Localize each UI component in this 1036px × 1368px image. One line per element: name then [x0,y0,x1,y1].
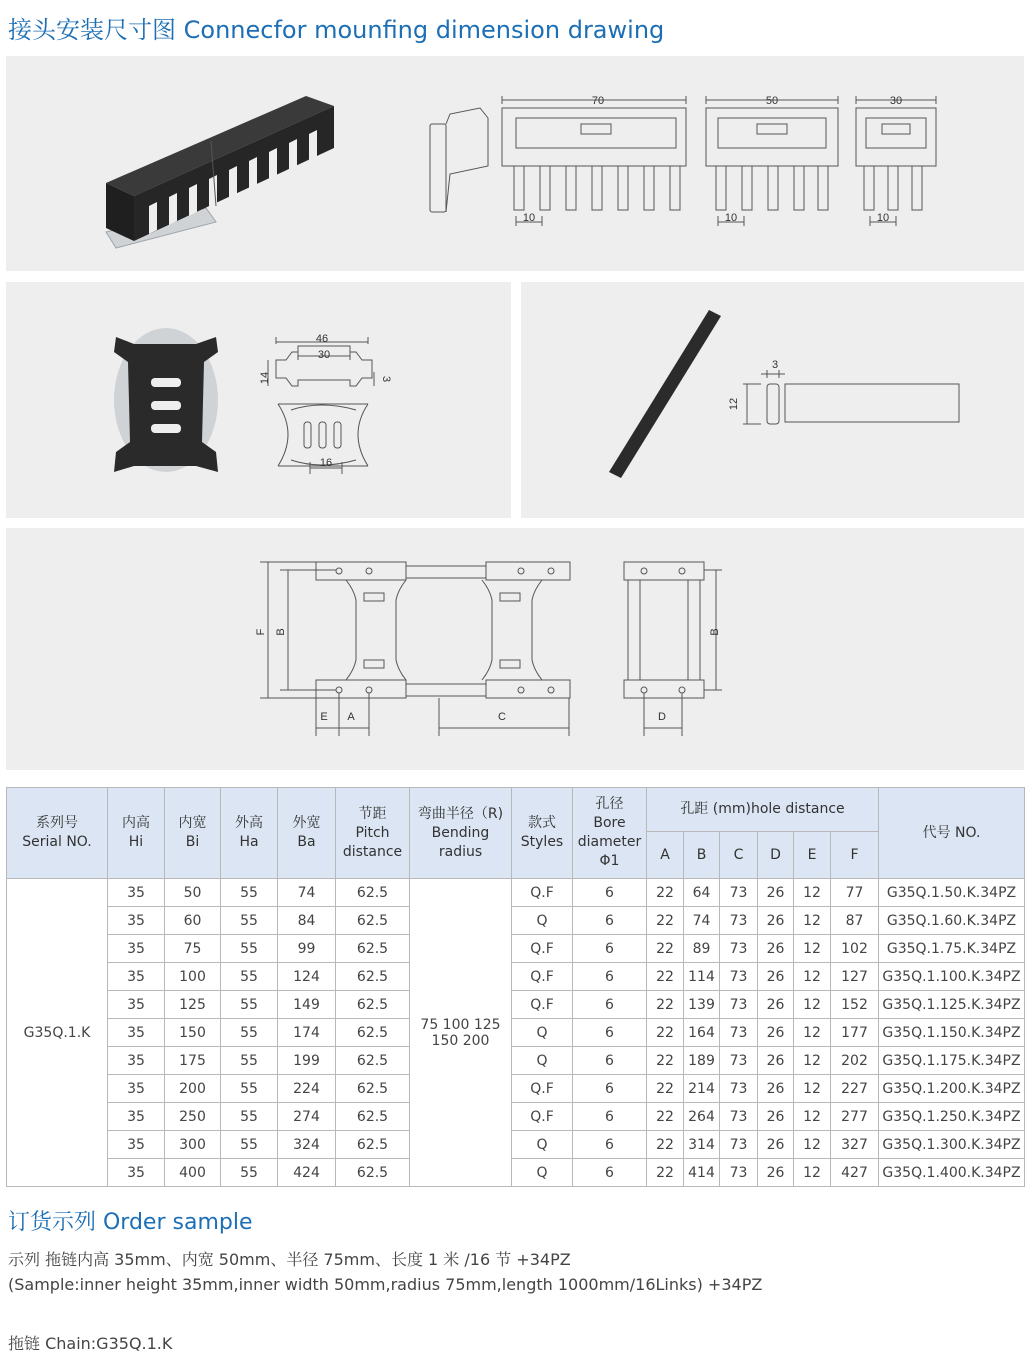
table-row [7,879,1025,907]
table-cell: Q.F [512,1075,573,1103]
table-cell: 264 [684,1103,720,1131]
table-cell: 12 [794,991,831,1019]
code-cell: G35Q.1.250.K.34PZ [879,1103,1025,1131]
dim-3-label: 3 [380,375,392,383]
table-cell: Q [512,1159,573,1187]
table-cell: 400 [165,1159,221,1187]
table-cell: 62.5 [336,1019,410,1047]
bracket-drawing-panel [6,282,511,518]
table-cell: 22 [647,879,684,907]
table-cell: 22 [647,1075,684,1103]
table-cell: 22 [647,963,684,991]
table-cell: 87 [831,907,879,935]
table-cell: 114 [684,963,720,991]
spec-table-body [7,879,1025,1187]
table-row [7,991,1025,1019]
table-cell: 12 [794,935,831,963]
table-cell: 12 [794,1103,831,1131]
table-cell: 62.5 [336,1131,410,1159]
table-cell: 174 [278,1019,336,1047]
table-cell: 55 [221,879,278,907]
table-cell: 73 [720,963,758,991]
table-cell: 26 [758,991,794,1019]
table-cell: 6 [573,935,647,963]
code-cell: G35Q.1.400.K.34PZ [879,1159,1025,1187]
table-cell: 189 [684,1047,720,1075]
table-cell: 35 [108,1159,165,1187]
table-row [7,907,1025,935]
col-header-code: 代号 NO. [879,788,1025,879]
table-cell: 124 [278,963,336,991]
col-header-ha: 外高 Ha [221,788,278,879]
table-cell: 55 [221,1131,278,1159]
dim-3b-label: 3 [771,359,779,371]
table-cell: 62.5 [336,907,410,935]
serial-cell: G35Q.1.K [7,879,108,1187]
code-cell: G35Q.1.75.K.34PZ [879,935,1025,963]
bracket-3d-render [114,328,218,472]
table-cell: 35 [108,1047,165,1075]
dim-30-label: 30 [889,95,903,107]
table-cell: 62.5 [336,879,410,907]
dim-F-label: F [255,628,267,636]
col-header-d: D [758,832,794,879]
table-cell: 175 [165,1047,221,1075]
table-cell: 55 [221,991,278,1019]
table-cell: 55 [221,1019,278,1047]
spec-table [6,787,1025,1187]
table-cell: 55 [221,1159,278,1187]
table-cell: 35 [108,935,165,963]
table-cell: 73 [720,1075,758,1103]
radius-line: 150 200 [431,1032,490,1049]
table-cell: 202 [831,1047,879,1075]
col-header-serial: 系列号 Serial NO. [7,788,108,879]
table-row [7,1159,1025,1187]
col-header-a: A [647,832,684,879]
dim-16-label: 16 [319,457,333,469]
dim-A-label: A [347,711,355,723]
table-cell: 164 [684,1019,720,1047]
table-cell: 22 [647,1103,684,1131]
table-cell: 26 [758,963,794,991]
col-header-ba: 外宽 Ba [278,788,336,879]
strip-drawing [521,282,1024,518]
table-cell: 22 [647,1159,684,1187]
table-cell: 35 [108,991,165,1019]
table-row [7,1047,1025,1075]
strip-drawing-panel [521,282,1024,518]
col-header-pitch: 节距 Pitch distance [336,788,410,879]
connector-drawing-panel [6,56,1024,271]
table-cell: 200 [165,1075,221,1103]
table-cell: Q [512,1131,573,1159]
connector-front-view-50 [706,96,838,226]
table-cell: 177 [831,1019,879,1047]
table-cell: 6 [573,1159,647,1187]
table-cell: 73 [720,935,758,963]
code-cell: G35Q.1.175.K.34PZ [879,1047,1025,1075]
table-cell: Q [512,1019,573,1047]
dim-50-label: 50 [765,95,779,107]
table-cell: Q.F [512,991,573,1019]
connector-front-view-70 [502,96,686,226]
order-sample-line-en: (Sample:inner height 35mm,inner width 50mm,radius 75mm,length 1000mm/16Links) +34PZ [8,1275,763,1294]
table-cell: 12 [794,879,831,907]
table-cell: 26 [758,1103,794,1131]
link-drawing [6,528,1024,770]
pitch-label-70: 10 [522,212,536,224]
table-cell: 55 [221,1075,278,1103]
col-header-bi: 内宽 Bi [165,788,221,879]
table-cell: 26 [758,1019,794,1047]
table-row [7,963,1025,991]
dim-C-label: C [498,711,506,723]
table-cell: 22 [647,1047,684,1075]
table-cell: 75 [165,935,221,963]
table-cell: 6 [573,991,647,1019]
table-cell: Q [512,907,573,935]
dim-B2-label: B [709,628,721,636]
col-header-f: F [831,832,879,879]
table-cell: 60 [165,907,221,935]
table-cell: 12 [794,1131,831,1159]
table-cell: 6 [573,1103,647,1131]
table-cell: Q.F [512,1103,573,1131]
table-cell: 73 [720,1019,758,1047]
order-sample-title: 订货示列 Order sample [8,1210,253,1235]
strip-section-view [743,370,959,424]
code-cell: G35Q.1.50.K.34PZ [879,879,1025,907]
code-cell: G35Q.1.125.K.34PZ [879,991,1025,1019]
bracket-drawing [6,282,511,518]
table-cell: 6 [573,907,647,935]
table-cell: 50 [165,879,221,907]
radius-line: 75 100 125 [420,1016,501,1033]
dim-E-label: E [320,711,328,723]
table-cell: 12 [794,907,831,935]
col-header-b: B [684,832,720,879]
table-cell: 139 [684,991,720,1019]
col-header-hi: 内高 Hi [108,788,165,879]
dim-70-label: 70 [591,95,605,107]
col-header-e: E [794,832,831,879]
table-cell: 62.5 [336,935,410,963]
table-cell: 73 [720,1047,758,1075]
table-row [7,1131,1025,1159]
table-cell: 55 [221,935,278,963]
table-cell: 250 [165,1103,221,1131]
dim-30b-label: 30 [317,349,331,361]
link-drawing-panel [6,528,1024,770]
table-cell: 274 [278,1103,336,1131]
col-header-radius: 弯曲半径（R) Bending radius [410,788,512,879]
table-cell: 22 [647,1131,684,1159]
table-cell: 35 [108,1075,165,1103]
connector-front-view-30 [856,96,936,226]
table-cell: 125 [165,991,221,1019]
table-cell: 314 [684,1131,720,1159]
table-cell: 74 [278,879,336,907]
table-cell: 12 [794,1047,831,1075]
table-row [7,1103,1025,1131]
table-cell: 224 [278,1075,336,1103]
table-cell: Q.F [512,879,573,907]
table-cell: 300 [165,1131,221,1159]
dim-46-label: 46 [315,333,329,345]
table-cell: 149 [278,991,336,1019]
table-cell: 73 [720,1159,758,1187]
col-header-hole-distance: 孔距 (mm)hole distance [647,788,879,832]
code-cell: G35Q.1.150.K.34PZ [879,1019,1025,1047]
table-cell: 26 [758,907,794,935]
order-sample-line-cn: 示列 拖链内高 35mm、内宽 50mm、半径 75mm、长度 1 米 /16 节 +34PZ [8,1250,571,1269]
table-cell: 102 [831,935,879,963]
table-cell: 74 [684,907,720,935]
table-cell: 22 [647,935,684,963]
table-cell: 12 [794,963,831,991]
table-row [7,1075,1025,1103]
table-cell: Q [512,1047,573,1075]
table-cell: 99 [278,935,336,963]
table-cell: 6 [573,1131,647,1159]
table-cell: 152 [831,991,879,1019]
table-cell: 62.5 [336,1159,410,1187]
table-cell: Q.F [512,963,573,991]
table-cell: 55 [221,963,278,991]
table-cell: 414 [684,1159,720,1187]
table-cell: 427 [831,1159,879,1187]
table-cell: 150 [165,1019,221,1047]
connector-side-view [430,108,488,212]
table-cell: 6 [573,1047,647,1075]
table-cell: 12 [794,1159,831,1187]
table-cell: 22 [647,907,684,935]
table-cell: 62.5 [336,1103,410,1131]
table-cell: 55 [221,1103,278,1131]
table-cell: 26 [758,879,794,907]
table-cell: 227 [831,1075,879,1103]
table-cell: 73 [720,1131,758,1159]
table-cell: 214 [684,1075,720,1103]
code-cell: G35Q.1.300.K.34PZ [879,1131,1025,1159]
table-cell: 35 [108,963,165,991]
strip-3d-render [609,310,721,478]
table-cell: 6 [573,1019,647,1047]
table-cell: 89 [684,935,720,963]
table-cell: 100 [165,963,221,991]
col-header-bore: 孔径 Bore diameter Φ1 [573,788,647,879]
table-cell: 64 [684,879,720,907]
table-cell: 62.5 [336,1075,410,1103]
table-cell: 35 [108,879,165,907]
table-cell: 22 [647,1019,684,1047]
table-cell: 26 [758,1075,794,1103]
table-cell: 73 [720,991,758,1019]
table-row [7,1019,1025,1047]
code-cell: G35Q.1.100.K.34PZ [879,963,1025,991]
table-cell: 26 [758,1159,794,1187]
table-cell: 6 [573,963,647,991]
link-side-view [624,562,722,736]
table-cell: 12 [794,1075,831,1103]
connector-drawing [6,56,1024,271]
dim-B-label: B [275,628,287,636]
dim-14-label: 14 [259,371,271,385]
table-cell: 73 [720,1103,758,1131]
table-cell: 127 [831,963,879,991]
code-cell: G35Q.1.60.K.34PZ [879,907,1025,935]
chain-model-line: 拖链 Chain:G35Q.1.K [8,1334,173,1353]
table-cell: 35 [108,1019,165,1047]
table-cell: 35 [108,907,165,935]
table-cell: 277 [831,1103,879,1131]
table-cell: Q.F [512,935,573,963]
table-cell: 22 [647,991,684,1019]
table-cell: 84 [278,907,336,935]
dim-D-label: D [658,711,666,723]
table-cell: 73 [720,907,758,935]
table-cell: 73 [720,879,758,907]
pitch-label-30: 10 [876,212,890,224]
link-top-view [260,562,570,736]
table-cell: 26 [758,935,794,963]
connector-3d-render [106,96,334,248]
table-cell: 199 [278,1047,336,1075]
table-cell: 62.5 [336,991,410,1019]
table-cell: 327 [831,1131,879,1159]
col-header-c: C [720,832,758,879]
table-cell: 6 [573,879,647,907]
table-cell: 62.5 [336,1047,410,1075]
table-cell: 35 [108,1131,165,1159]
radius-cell [410,879,512,1187]
table-cell: 424 [278,1159,336,1187]
table-cell: 324 [278,1131,336,1159]
table-row [7,935,1025,963]
table-cell: 77 [831,879,879,907]
code-cell: G35Q.1.200.K.34PZ [879,1075,1025,1103]
table-cell: 62.5 [336,963,410,991]
table-cell: 26 [758,1047,794,1075]
table-cell: 55 [221,1047,278,1075]
table-cell: 12 [794,1019,831,1047]
page-title: 接头安装尺寸图 Connecfor mounfing dimension drawing [8,16,665,44]
col-header-styles: 款式 Styles [512,788,573,879]
pitch-label-50: 10 [724,212,738,224]
dim-12-label: 12 [728,397,740,411]
table-cell: 26 [758,1131,794,1159]
table-cell: 6 [573,1075,647,1103]
table-cell: 35 [108,1103,165,1131]
table-cell: 55 [221,907,278,935]
